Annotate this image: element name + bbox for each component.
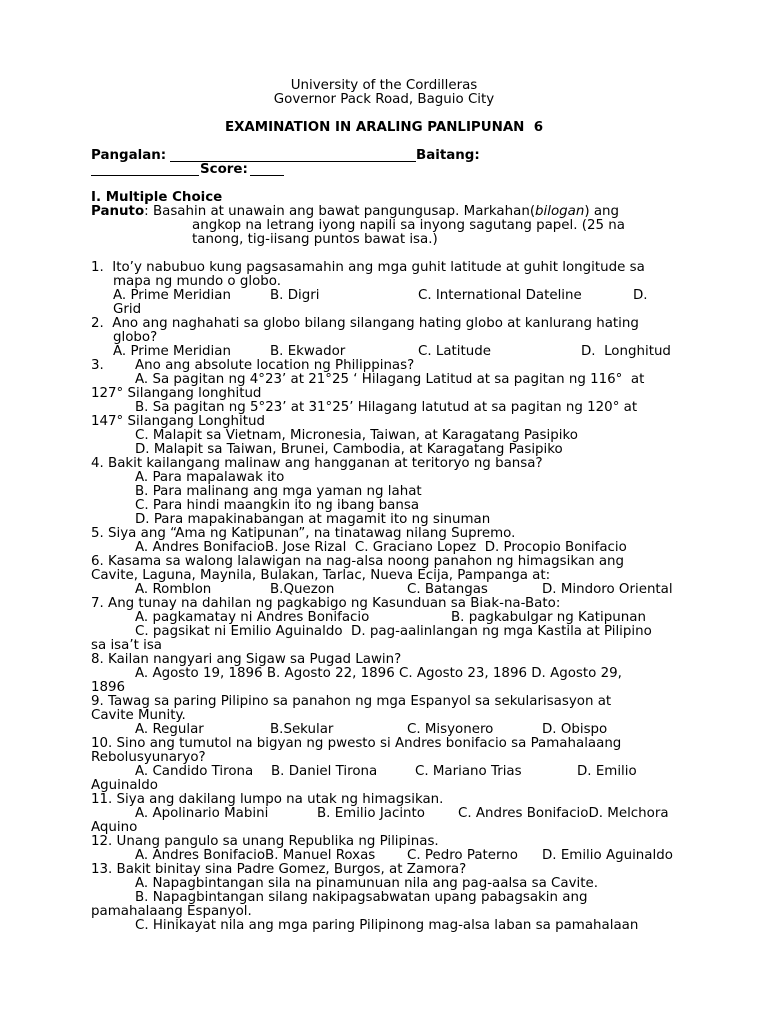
q8-option-d-wrap: 1896 — [91, 680, 126, 695]
q6-option-b: B.Quezon — [270, 582, 335, 597]
q10-option-c: C. Mariano Trias — [415, 764, 522, 779]
score-label: Score: — [200, 162, 248, 177]
q5-options: A. Andres BonifacioB. Jose Rizal C. Graciano Lopez D. Procopio Bonifacio — [135, 540, 627, 555]
question-9: 9. Tawag sa paring Pilipino sa panahon ng mga Espanyol sa sekularisasyon at — [91, 694, 612, 709]
panuto-text-b: ) ang — [584, 204, 620, 219]
q9-option-d: D. Obispo — [542, 722, 608, 737]
q3-option-a: A. Sa pagitan ng 4°23’ at 21°25 ‘ Hilagang Latitud at sa pagitan ng 116° at — [135, 372, 645, 387]
question-3: Ano ang absolute location ng Philippinas? — [135, 358, 415, 373]
q4-option-b: B. Para malinang ang mga yaman ng lahat — [135, 484, 422, 499]
q13-option-b-wrap: pamahalaang Espanyol. — [91, 904, 252, 919]
question-3-number: 3. — [91, 358, 104, 373]
panuto-line-2: angkop na letrang iyong napili sa inyong sagutang papel. (25 na — [192, 218, 625, 233]
q10-option-d: D. Emilio — [577, 764, 637, 779]
question-5: 5. Siya ang “Ama ng Katipunan”, na tinatawag nilang Supremo. — [91, 526, 516, 541]
panuto-label: Panuto — [91, 204, 145, 219]
q12-option-c: C. Pedro Paterno — [407, 848, 518, 863]
q3-option-a-wrap: 127° Silangang longhitud — [91, 386, 262, 401]
question-6: 6. Kasama sa walong lalawigan na nag-alsa noong panahon ng himagsikan ang — [91, 554, 625, 569]
question-10: 10. Sino ang tumutol na bigyan ng pwesto si Andres bonifacio sa Pamahalaang — [91, 736, 622, 751]
q12-option-d: D. Emilio Aguinaldo — [542, 848, 673, 863]
q1-option-c: C. International Dateline — [418, 288, 582, 303]
q10-option-a: A. Candido Tirona — [135, 764, 254, 779]
q6-option-a: A. Romblon — [135, 582, 212, 597]
q3-option-b-wrap: 147° Silangang Longhitud — [91, 414, 265, 429]
q1-option-a: A. Prime Meridian — [113, 288, 231, 303]
q4-option-d: D. Para mapakinabangan at magamit ito ng sinuman — [135, 512, 491, 527]
q6-option-c: C. Batangas — [407, 582, 488, 597]
name-blank[interactable] — [170, 149, 416, 162]
q10-option-d-wrap: Aguinaldo — [91, 778, 158, 793]
question-4: 4. Bakit kailangang malinaw ang hangganan at teritoryo ng bansa? — [91, 456, 543, 471]
question-12: 12. Unang pangulo sa unang Republika ng Pilipinas. — [91, 834, 439, 849]
q11-option-cd: C. Andres BonifacioD. Melchora — [458, 806, 669, 821]
q1-option-d: D. — [633, 288, 648, 303]
q2-option-a: A. Prime Meridian — [113, 344, 231, 359]
q7-option-d-wrap: sa isa’t isa — [91, 638, 163, 653]
q2-option-b: B. Ekwador — [270, 344, 346, 359]
panuto-italic: bilogan — [535, 204, 585, 219]
question-7: 7. Ang tunay na dahilan ng pagkabigo ng Kasunduan sa Biak-na-Bato: — [91, 596, 561, 611]
question-2-cont: globo? — [113, 330, 158, 345]
q9-option-b: B.Sekular — [270, 722, 334, 737]
school-name: University of the Cordilleras — [290, 78, 478, 93]
panuto-line-1 — [91, 205, 619, 219]
question-11: 11. Siya ang dakilang lumpo na utak ng himagsikan. — [91, 792, 444, 807]
q8-options: A. Agosto 19, 1896 B. Agosto 22, 1896 C. Agosto 23, 1896 D. Agosto 29, — [135, 666, 622, 681]
panuto-line-3: tanong, tig-iisang puntos bawat isa.) — [192, 232, 438, 247]
q3-option-b: B. Sa pagitan ng 5°23’ at 31°25’ Hilagang latutud at sa pagitan ng 120° at — [135, 400, 638, 415]
q6-option-d: D. Mindoro Oriental — [542, 582, 673, 597]
q4-option-a: A. Para mapalawak ito — [135, 470, 285, 485]
q13-option-b: B. Napagbintangan silang nakipagsabwatan upang pabagsakin ang — [135, 890, 588, 905]
q7-option-a: A. pagkamatay ni Andres Bonifacio — [135, 610, 370, 625]
grade-blank[interactable] — [91, 163, 199, 176]
question-10-cont: Rebolusyunaryo? — [91, 750, 206, 765]
question-1: 1. Ito’y nabubuo kung pagsasamahin ang mga guhit latitude at guhit longitude sa — [91, 260, 645, 275]
q10-option-b: B. Daniel Tirona — [271, 764, 378, 779]
q11-option-d-wrap: Aquino — [91, 820, 138, 835]
q11-option-b: B. Emilio Jacinto — [317, 806, 425, 821]
q2-option-d: D. Longhitud — [581, 344, 671, 359]
q1-option-d-wrap: Grid — [113, 302, 142, 317]
score-blank[interactable] — [250, 163, 284, 176]
section-title: I. Multiple Choice — [91, 190, 223, 205]
q2-option-c: C. Latitude — [418, 344, 491, 359]
q13-option-a: A. Napagbintangan sila na pinamunuan nila ang pag-aalsa sa Cavite. — [135, 876, 598, 891]
question-6-cont: Cavite, Laguna, Maynila, Bulakan, Tarlac, Nueva Ecija, Pampanga at: — [91, 568, 551, 583]
q11-option-a: A. Apolinario Mabini — [135, 806, 269, 821]
school-address: Governor Pack Road, Baguio City — [273, 92, 495, 107]
name-label: Pangalan: — [91, 148, 167, 163]
panuto-text-a: : Basahin at unawain ang bawat pangungusap. Markahan( — [144, 204, 536, 219]
question-13: 13. Bakit binitay sina Padre Gomez, Burgos, at Zamora? — [91, 862, 467, 877]
question-8: 8. Kailan nangyari ang Sigaw sa Pugad Lawin? — [91, 652, 402, 667]
q4-option-c: C. Para hindi maangkin ito ng ibang bansa — [135, 498, 420, 513]
q12-options-ab: A. Andres BonifacioB. Manuel Roxas — [135, 848, 376, 863]
q9-option-a: A. Regular — [135, 722, 204, 737]
question-1-cont: mapa ng mundo o globo. — [113, 274, 281, 289]
q3-option-c: C. Malapit sa Vietnam, Micronesia, Taiwan, at Karagatang Pasipiko — [135, 428, 578, 443]
exam-title: EXAMINATION IN ARALING PANLIPUNAN 6 — [224, 120, 544, 135]
q9-option-c: C. Misyonero — [407, 722, 494, 737]
q3-option-d: D. Malapit sa Taiwan, Brunei, Cambodia, at Karagatang Pasipiko — [135, 442, 563, 457]
q7-options-cd: C. pagsikat ni Emilio Aguinaldo D. pag-aalinlangan ng mga Kastila at Pilipino — [135, 624, 652, 639]
grade-label: Baitang: — [416, 148, 480, 163]
q13-option-c: C. Hinikayat nila ang mga paring Pilipinong mag-alsa laban sa pamahalaan — [135, 918, 639, 933]
question-9-cont: Cavite Munity. — [91, 708, 186, 723]
q1-option-b: B. Digri — [270, 288, 320, 303]
q7-option-b: B. pagkabulgar ng Katipunan — [451, 610, 646, 625]
question-2: 2. Ano ang naghahati sa globo bilang silangang hating globo at kanlurang hating — [91, 316, 639, 331]
